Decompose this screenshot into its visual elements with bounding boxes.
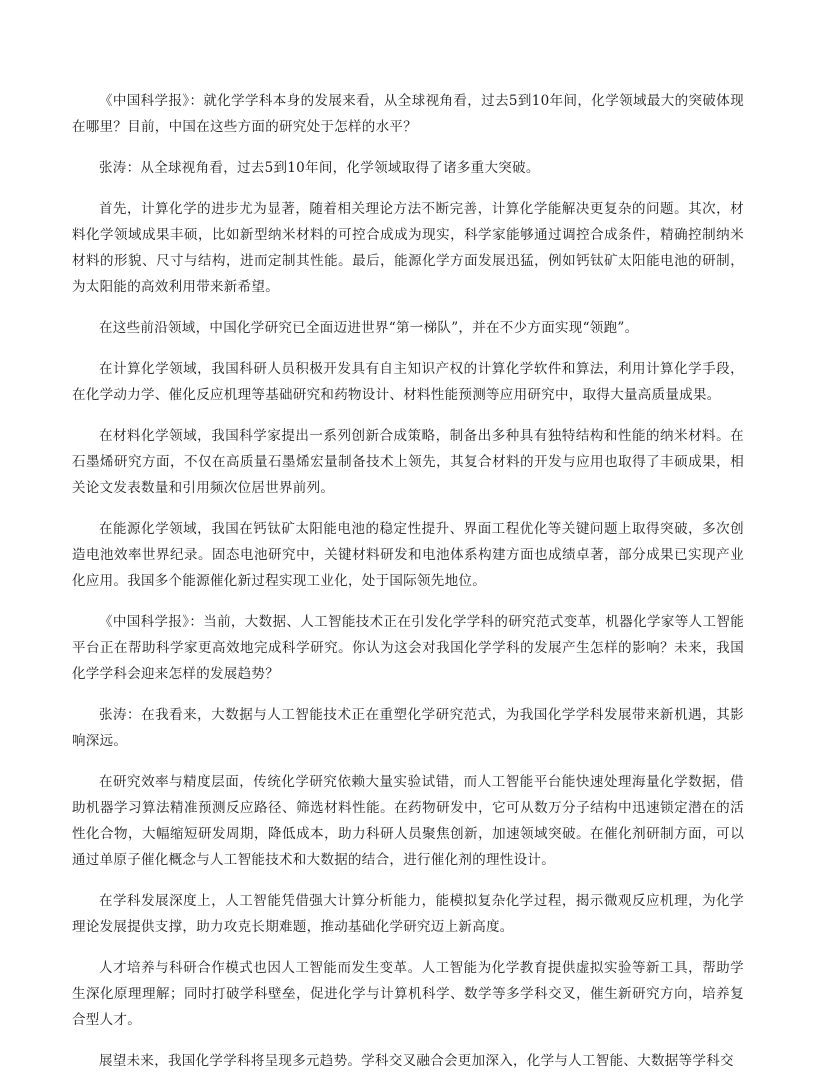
- interview-question-1: 《中国科学报》：就化学学科本身的发展来看，从全球视角看，过去5到10年间，化学领域最大的突破体现在哪里？目前，中国在这些方面的研究处于怎样的水平？: [72, 93, 744, 135]
- answer-paragraph-outlook: 展望未来，我国化学学科将呈现多元趋势。学科交叉融合会更加深入，化学与人工智能、大数据等学科交: [99, 1053, 734, 1069]
- answer-paragraph-computational: 在计算化学领域，我国科研人员积极开发具有自主知识产权的计算化学软件和算法，利用计算化学手段，在化学动力学、催化反应机理等基础研究和药物设计、材料性能预测等应用研究中，取得大量高质量成果。: [72, 361, 744, 403]
- answer-intro-1: 张涛：从全球视角看，过去5到10年间，化学领域取得了诸多重大突破。: [99, 160, 540, 176]
- answer-paragraph-materials: 在材料化学领域，我国科学家提出一系列创新合成策略，制备出多种具有独特结构和性能的纳米材料。在石墨烯研究方面，不仅在高质量石墨烯宏量制备技术上领先，其复合材料的开发与应用也取得了丰硕成果，相关论文发表数量和引用频次位居世界前列。: [72, 428, 744, 496]
- interview-question-2: 《中国科学报》：当前，大数据、人工智能技术正在引发化学学科的研究范式变革，机器化学家等人工智能平台正在帮助科学家更高效地完成科学研究。你认为这会对我国化学学科的发展产生怎样的影响？未来，我国化学学科会迎来怎样的发展趋势？: [72, 614, 744, 682]
- answer-paragraph-first-tier: 在这些前沿领域，中国化学研究已全面迈进世界“第一梯队”，并在不少方面实现“领跑”。: [99, 320, 639, 336]
- answer-paragraph-breakthroughs: 首先，计算化学的进步尤为显著，随着相关理论方法不断完善，计算化学能解决更复杂的问题。其次，材料化学领域成果丰硕，比如新型纳米材料的可控合成成为现实，科学家能够通过调控合成条件，精确控制纳米材料的形貌、尺寸与结构，进而定制其性能。最后，能源化学方面发展迅猛，例如钙钛矿太阳能电池的研制，为太阳能的高效利用带来新希望。: [72, 201, 744, 295]
- answer-paragraph-energy: 在能源化学领域，我国在钙钛矿太阳能电池的稳定性提升、界面工程优化等关键问题上取得突破，多次创造电池效率世界纪录。固态电池研究中，关键材料研发和电池体系构建方面也成绩卓著，部分成果已实现产业化应用。我国多个能源催化新过程实现工业化，处于国际领先地位。: [72, 521, 744, 589]
- article-body: [72, 88, 744, 1089]
- answer-paragraph-efficiency: 在研究效率与精度层面，传统化学研究依赖大量实验试错，而人工智能平台能快速处理海量化学数据，借助机器学习算法精准预测反应路径、筛选材料性能。在药物研发中，它可从数万分子结构中迅速锁定潜在的活性化合物，大幅缩短研发周期，降低成本，助力科研人员聚焦创新，加速领域突破。在催化剂研制方面，可以通过单原子催化概念与人工智能技术和大数据的结合，进行催化剂的理性设计。: [72, 774, 744, 868]
- answer-paragraph-talent: 人才培养与科研合作模式也因人工智能而发生变革。人工智能为化学教育提供虚拟实验等新工具，帮助学生深化原理理解；同时打破学科壁垒，促进化学与计算机科学、数学等多学科交叉，催生新研究方向，培养复合型人才。: [72, 960, 744, 1028]
- answer-paragraph-depth: 在学科发展深度上，人工智能凭借强大计算分析能力，能模拟复杂化学过程，揭示微观反应机理，为化学理论发展提供支撑，助力攻克长期难题，推动基础化学研究迈上新高度。: [72, 893, 744, 935]
- answer-intro-2: 张涛：在我看来，大数据与人工智能技术正在重塑化学研究范式，为我国化学学科发展带来新机遇，其影响深远。: [72, 707, 744, 749]
